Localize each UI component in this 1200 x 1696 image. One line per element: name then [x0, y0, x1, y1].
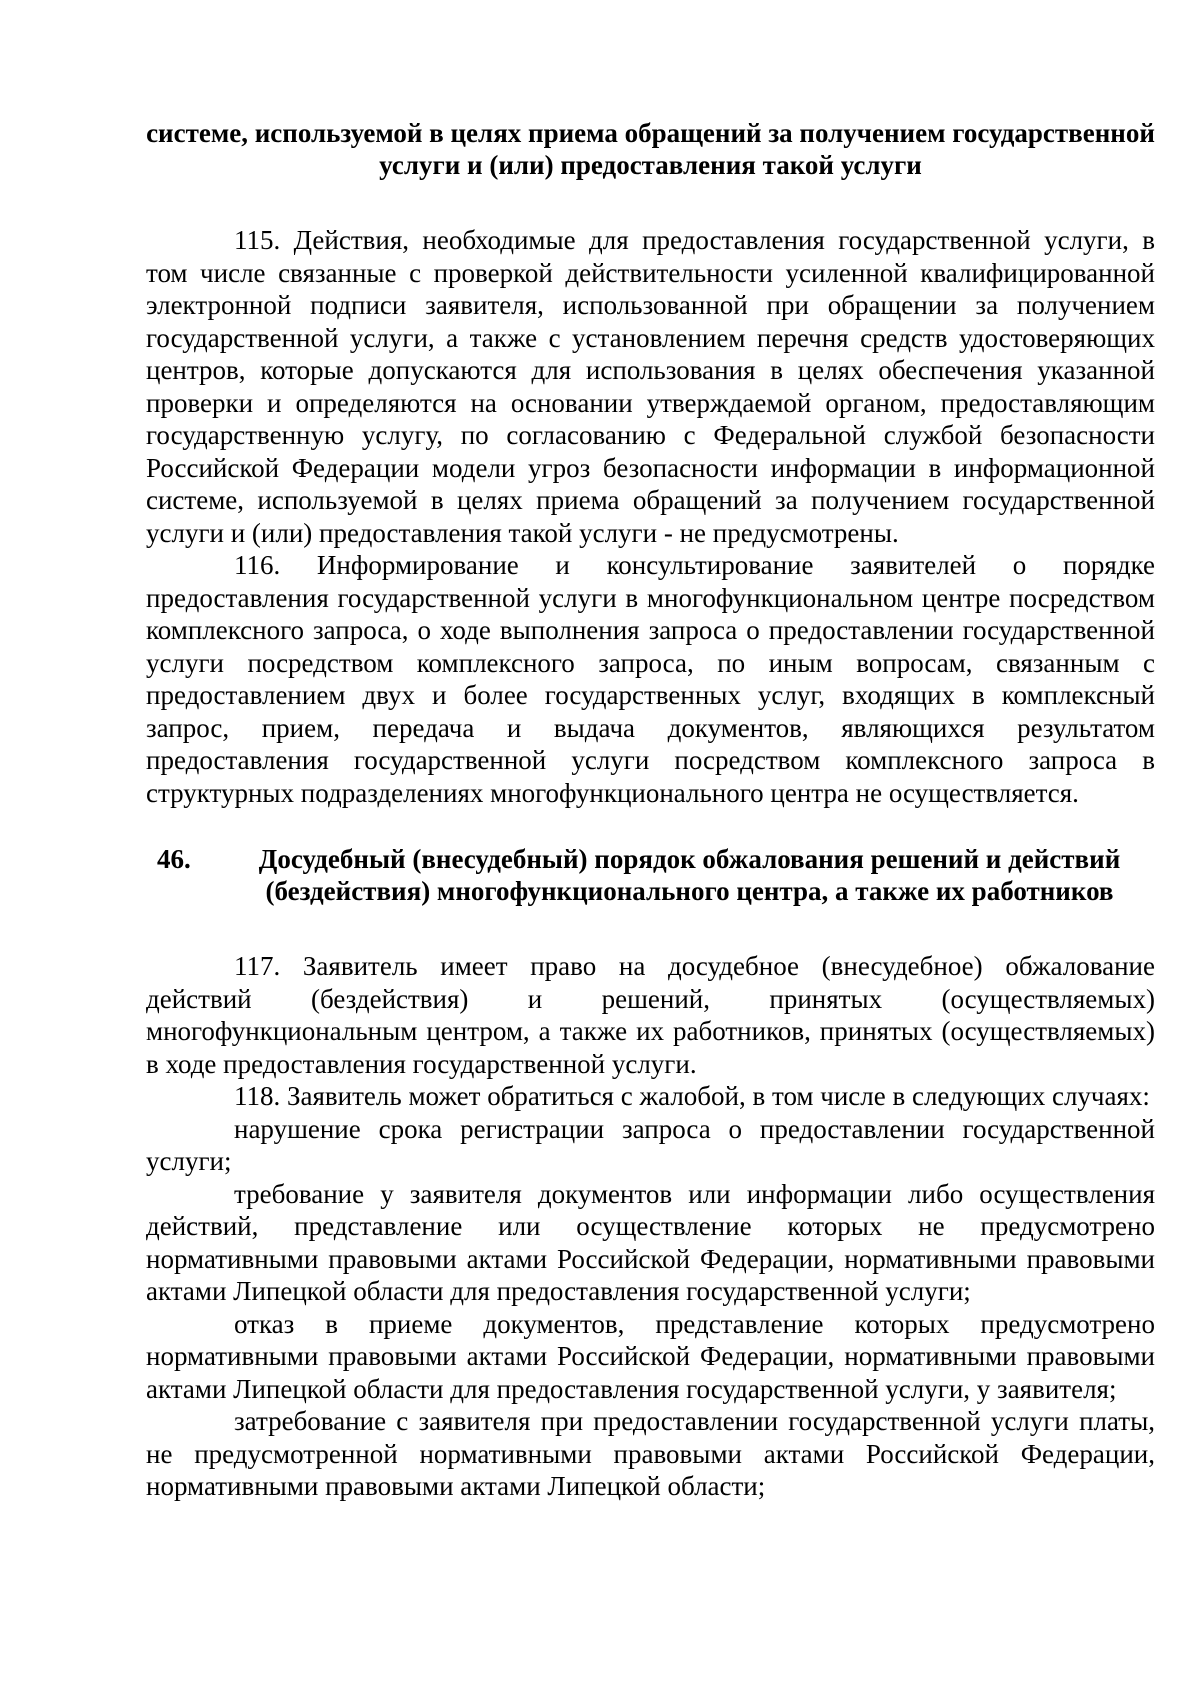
- section-title: Досудебный (внесудебный) порядок обжалования решений и действий (бездействия) многофункционального центра, а также их работников: [258, 844, 1121, 906]
- list-item: нарушение срока регистрации запроса о предоставлении государственной услуги;: [146, 1113, 1155, 1176]
- list-item: отказ в приеме документов, представление которых предусмотрено нормативными правовыми актами Российской Федерации, нормативными правовыми актами Липецкой области для предоставления государственной услуги, у заявителя;: [146, 1308, 1155, 1404]
- paragraph-116: 116. Информирование и консультирование заявителей о порядке предоставления государственной услуги в многофункциональном центре посредством комплексного запроса, о ходе выполнения запроса о предоставлении государственной услуги посредством комплексного запроса, по иным вопросам, связанным с предоставлением двух и более государственных услуг, входящих в комплексный запрос, прием, передача и выдача документов, являющихся результатом предоставления государственной услуги посредством комплексного запроса в структурных подразделениях многофункционального центра не осуществляется.: [146, 550, 1155, 808]
- list-item: требование у заявителя документов или информации либо осуществления действий, представление или осуществление которых не предусмотрено нормативными правовыми актами Российской Федерации, нормативными правовыми актами Липецкой области для предоставления государственной услуги;: [146, 1178, 1155, 1306]
- section-heading: [146, 843, 1155, 907]
- paragraph-117: 117. Заявитель имеет право на досудебное (внесудебное) обжалование действий (бездействия) и решений, принятых (осуществляемых) многофункциональным центром, а также их работников, принятых (осуществляемых) в ходе предоставления государственной услуги.: [146, 951, 1155, 1079]
- document-body: [146, 117, 1155, 1503]
- paragraph-118: 118. Заявитель может обратиться с жалобой, в том числе в следующих случаях:: [234, 1081, 1150, 1111]
- section-number: 46.: [157, 844, 191, 874]
- continued-heading: системе, используемой в целях приема обращений за получением государственной услуги и (или) предоставления такой услуги: [146, 118, 1155, 180]
- list-item: затребование с заявителя при предоставлении государственной услуги платы, не предусмотренной нормативными правовыми актами Российской Федерации, нормативными правовыми актами Липецкой области;: [146, 1406, 1155, 1501]
- paragraph-115: 115. Действия, необходимые для предоставления государственной услуги, в том числе связанные с проверкой действительности усиленной квалифицированной электронной подписи заявителя, использованной при обращении за получением государственной услуги, а также с установлением перечня средств удостоверяющих центров, которые допускаются для использования в целях обеспечения указанной проверки и определяются на основании утверждаемой органом, предоставляющим государственную услугу, по согласованию с Федеральной службой безопасности Российской Федерации модели угроз безопасности информации в информационной системе, используемой в целях приема обращений за получением государственной услуги и (или) предоставления такой услуги - не предусмотрены.: [146, 225, 1155, 548]
